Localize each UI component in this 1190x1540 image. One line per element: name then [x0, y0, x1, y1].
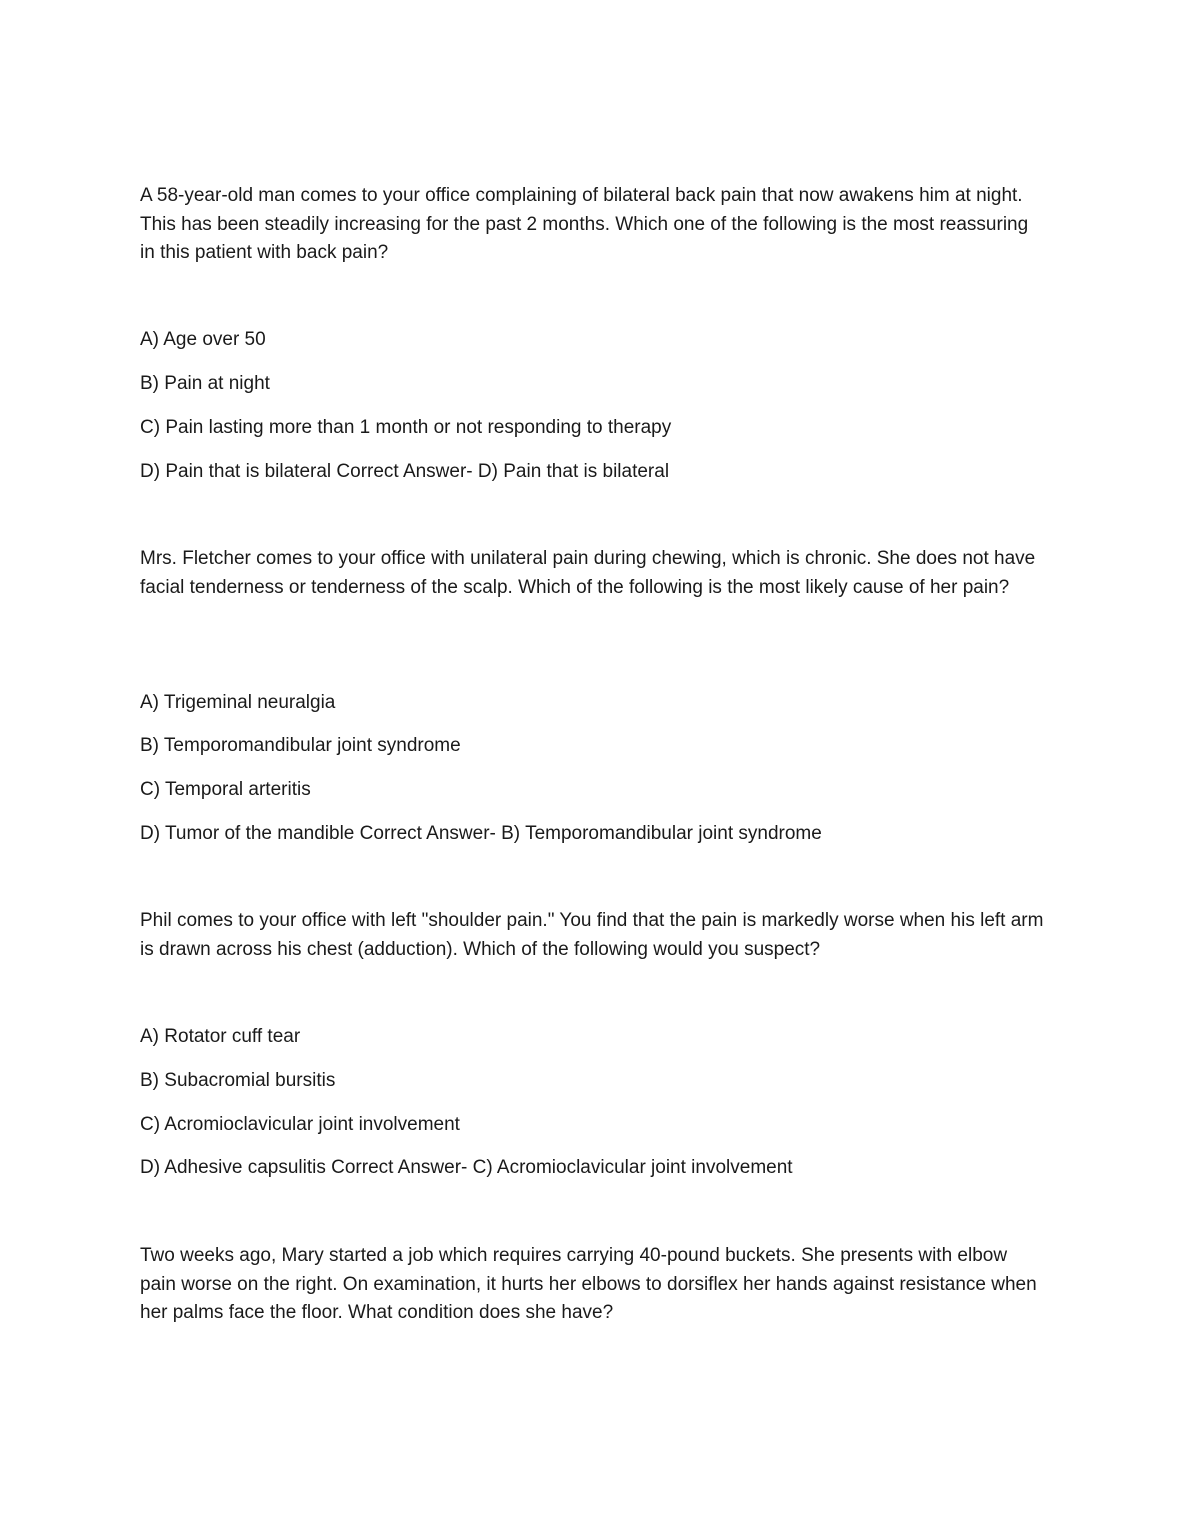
question-3-option-d-answer: D) Adhesive capsulitis Correct Answer- C) Acromioclavicular joint involvement	[140, 1157, 793, 1178]
question-2-option-a: A) Trigeminal neuralgia	[140, 692, 336, 713]
question-1-option-b: B) Pain at night	[140, 373, 270, 394]
question-1-option-d-answer: D) Pain that is bilateral Correct Answer- D) Pain that is bilateral	[140, 461, 670, 482]
question-3-option-b: B) Subacromial bursitis	[140, 1070, 336, 1091]
question-1-option-a: A) Age over 50	[140, 329, 266, 350]
question-3-option-c: C) Acromioclavicular joint involvement	[140, 1114, 460, 1135]
question-1-option-c: C) Pain lasting more than 1 month or not responding to therapy	[140, 417, 672, 438]
question-2-option-c: C) Temporal arteritis	[140, 779, 311, 800]
question-3-option-a: A) Rotator cuff tear	[140, 1026, 301, 1047]
question-4-stem: Two weeks ago, Mary started a job which requires carrying 40-pound buckets. She presents with elbow pain worse on the right. On examination, it hurts her elbows to dorsiflex her hands against resistance when her palms face the floor. What condition does she have?	[140, 1245, 1037, 1323]
question-1-stem: A 58-year-old man comes to your office complaining of bilateral back pain that now awakens him at night. This has been steadily increasing for the past 2 months. Which one of the following is the most reassuring in this patient with back pain?	[140, 185, 1029, 263]
question-2-option-d-answer: D) Tumor of the mandible Correct Answer- B) Temporomandibular joint syndrome	[140, 823, 822, 844]
question-2-stem: Mrs. Fletcher comes to your office with unilateral pain during chewing, which is chronic. She does not have facial tenderness or tenderness of the scalp. Which of the following is the most likely cause of her pain?	[140, 548, 1036, 598]
question-2-option-b: B) Temporomandibular joint syndrome	[140, 735, 461, 756]
question-3-stem: Phil comes to your office with left "shoulder pain." You find that the pain is markedly worse when his left arm is drawn across his chest (adduction). Which of the following would you suspect?	[140, 910, 1044, 960]
